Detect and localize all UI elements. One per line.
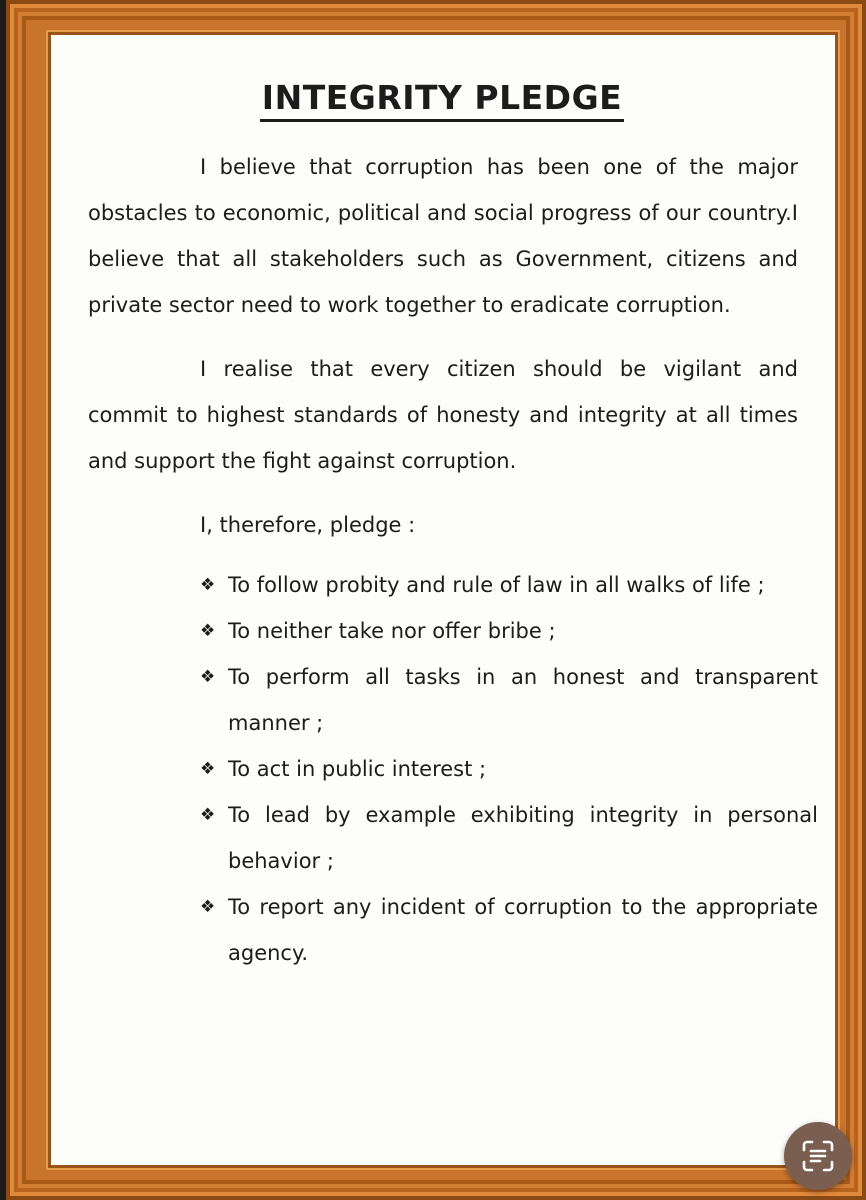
- diamond-bullet-icon: ❖: [200, 575, 216, 595]
- list-item: ❖ To follow probity and rule of law in all walks of life ;: [200, 562, 818, 608]
- diamond-bullet-icon: ❖: [200, 897, 216, 917]
- diamond-bullet-icon: ❖: [200, 621, 216, 641]
- paragraph-1: I believe that corruption has been one of the major obstacles to economic, political and social progress of our country.I believe that all stakeholders such as Government, citizens and private sector need to work together to eradicate corruption.: [88, 155, 798, 317]
- page-title: INTEGRITY PLEDGE: [88, 78, 808, 122]
- list-item: ❖ To report any incident of corruption to the appropriate agency.: [200, 884, 818, 976]
- text-scan-icon: [801, 1139, 835, 1173]
- list-item: ❖ To neither take nor offer bribe ;: [200, 608, 818, 654]
- text-scan-button[interactable]: [784, 1122, 852, 1190]
- pledge-list: [200, 562, 818, 976]
- diamond-bullet-icon: ❖: [200, 759, 216, 779]
- diamond-bullet-icon: ❖: [200, 805, 216, 825]
- diamond-bullet-icon: ❖: [200, 667, 216, 687]
- list-item: ❖ To act in public interest ;: [200, 746, 818, 792]
- pledge-intro: I, therefore, pledge :: [200, 513, 416, 537]
- pledge-document: [88, 78, 818, 976]
- paragraph-2: I realise that every citizen should be vigilant and commit to highest standards of honesty and integrity at all times and support the fight against corruption.: [88, 357, 798, 473]
- list-item: ❖ To lead by example exhibiting integrity in personal behavior ;: [200, 792, 818, 884]
- list-item: ❖ To perform all tasks in an honest and transparent manner ;: [200, 654, 818, 746]
